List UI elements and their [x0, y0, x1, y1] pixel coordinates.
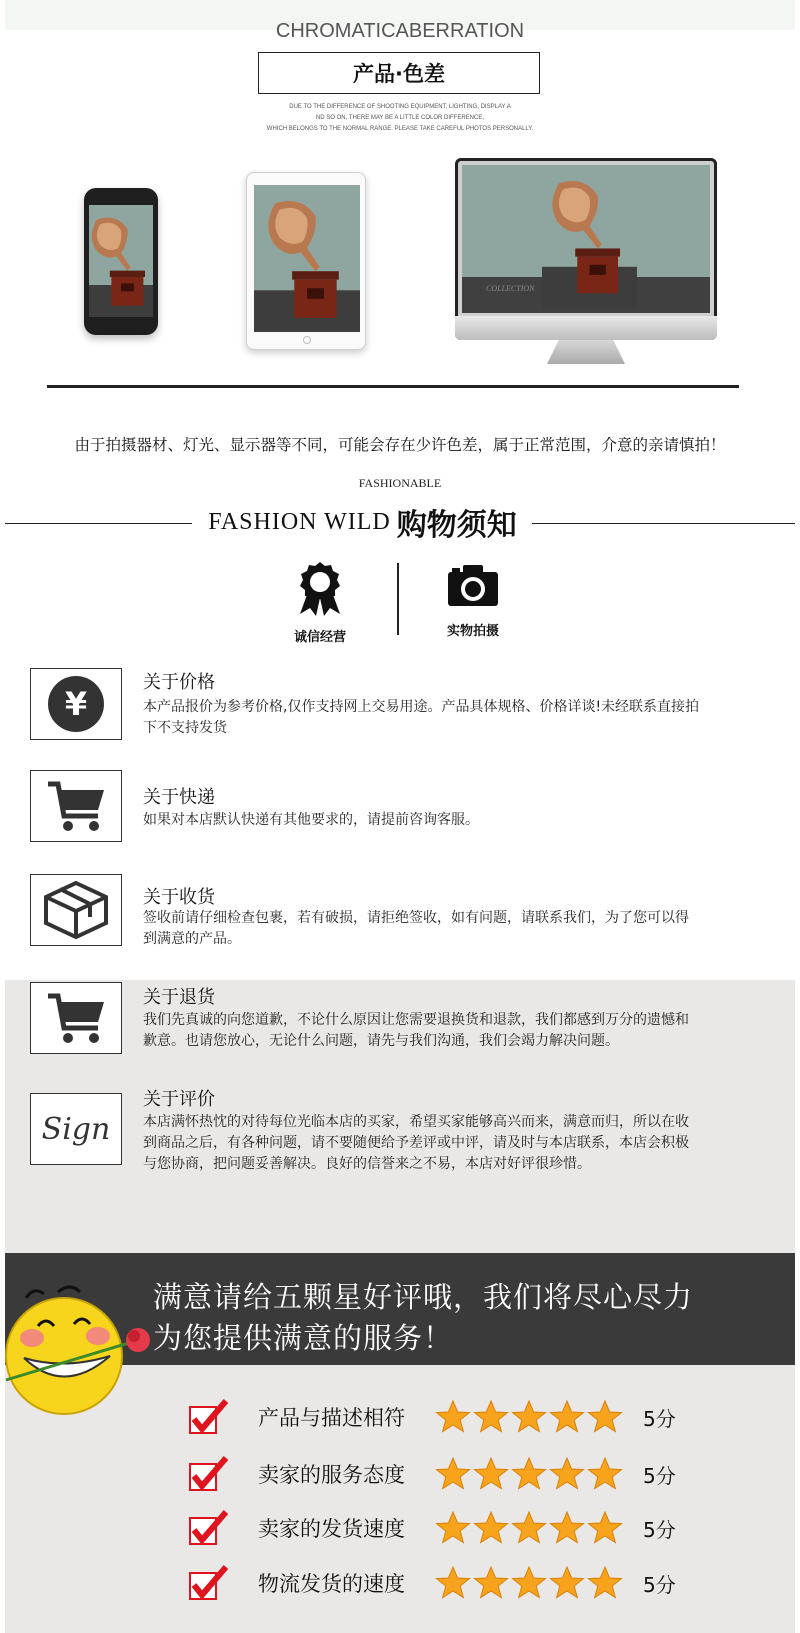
rating-row [188, 1561, 676, 1605]
info-body-line: 我们先真诚的向您道歉，不论什么原因让您需要退换货和退款，我们都感到万分的遗憾和 [143, 1012, 689, 1028]
badge-honest-operation [260, 560, 380, 645]
info-title: 关于快递 [143, 787, 215, 808]
disclaimer-line: WHICH BELONGS TO THE NORMAL RANGE. PLEASE TAKE CAREFUL PHOTOS PERSONALLY. [266, 126, 534, 132]
divider [5, 523, 192, 524]
info-title: 关于退货 [143, 987, 215, 1008]
signature-icon: Sign [41, 1111, 111, 1147]
red-check-icon [188, 1510, 228, 1546]
info-body-line: 签收前请仔细检查包裹，若有破损，请拒绝签收，如有问题，请联系我们，为了您可以得 [143, 910, 689, 926]
section-heading [195, 500, 530, 544]
info-body-line: 本产品报价为参考价格,仅作支持网上交易用途。产品具体规格、价格详谈!未经联系直接拍 [143, 699, 700, 715]
red-check-icon [188, 1565, 228, 1601]
info-title: 关于评价 [143, 1089, 215, 1110]
smartphone-illustration [84, 188, 158, 335]
tablet-illustration [246, 172, 366, 350]
delivery-icon-box [30, 770, 122, 842]
info-body-line: 歉意。也请您放心，无论什么问题，请先与我们沟通，我们会竭力解决问题。 [143, 1033, 619, 1049]
star-icon [587, 1566, 623, 1600]
divider [47, 385, 739, 388]
star-icon [435, 1511, 471, 1545]
info-body [143, 810, 783, 831]
section-heading-english: FASHION WILD [208, 508, 391, 535]
red-check-icon [188, 1399, 228, 1435]
award-ribbon-icon [294, 560, 346, 616]
shopping-cart-icon [44, 988, 108, 1048]
star-icon [587, 1511, 623, 1545]
rating-row [188, 1506, 676, 1550]
section-heading-chinese: 购物须知 [396, 508, 517, 543]
fashionable-label: FASHIONABLE [358, 476, 442, 490]
badge-real-photos [413, 560, 533, 639]
gramophone-image [462, 165, 710, 313]
badge-label: 诚信经营 [293, 630, 346, 645]
star-icon [473, 1511, 509, 1545]
star-rating [435, 1566, 635, 1600]
banner-line: 为您提供满意的服务！ [153, 1321, 454, 1355]
star-icon [473, 1566, 509, 1600]
info-body [143, 1010, 783, 1052]
smiley-rose-icon [2, 1278, 162, 1418]
color-disclaimer [0, 102, 800, 135]
star-icon [549, 1400, 585, 1434]
rating-row [188, 1395, 676, 1439]
info-body-line: 本店满怀热忱的对待每位光临本店的买家，希望买家能够高兴而来，满意而归，所以在收 [143, 1114, 689, 1130]
rating-label: 卖家的服务态度 [258, 1463, 405, 1487]
rating-score: 5分 [643, 1463, 676, 1488]
star-icon [473, 1457, 509, 1491]
banner-line: 满意请给五颗星好评哦，我们将尽心尽力 [153, 1280, 694, 1314]
info-title: 关于价格 [143, 672, 215, 693]
info-body [143, 908, 783, 950]
gramophone-image [254, 185, 360, 332]
gramophone-image [89, 205, 153, 317]
yen-icon [46, 674, 106, 734]
chinese-title-box: 产品·色差 [258, 52, 540, 94]
disclaimer-line: DUE TO THE DIFFERENCE OF SHOOTING EQUIPMENT, LIGHTING, DISPLAY A [289, 104, 511, 110]
monitor-chin [455, 316, 717, 340]
red-check-icon [188, 1456, 228, 1492]
divider [532, 523, 795, 524]
info-body-line: 下不支持发货 [143, 720, 227, 736]
receiving-icon-box [30, 874, 122, 946]
disclaimer-line: ND SO ON, THERE MAY BE A LITTLE COLOR DIFFERENCE, [315, 115, 485, 121]
color-difference-caption: 由于拍摄器材、灯光、显示器等不同，可能会存在少许色差，属于正常范围，介意的亲请慎拍！ [74, 436, 726, 454]
star-icon [549, 1511, 585, 1545]
monitor-illustration [455, 158, 717, 340]
star-rating [435, 1511, 635, 1545]
info-body-line: 与您协商，把问题妥善解决。良好的信誉来之不易，本店对好评很珍惜。 [143, 1156, 591, 1172]
svg-text:¥: ¥ [64, 685, 88, 723]
star-icon [511, 1400, 547, 1434]
info-body-line: 到商品之后，有各种问题，请不要随便给予差评或中评，请及时与本店联系，本店会积极 [143, 1135, 689, 1151]
rating-score: 5分 [643, 1572, 676, 1597]
english-title: CHROMATICABERRATION [275, 20, 525, 42]
rating-score: 5分 [643, 1517, 676, 1542]
info-title: 关于收货 [143, 887, 215, 908]
rating-score: 5分 [643, 1406, 676, 1431]
badge-label: 实物拍摄 [446, 624, 499, 639]
star-icon [435, 1400, 471, 1434]
rating-row [188, 1452, 676, 1496]
reviews-icon-box [30, 1093, 122, 1165]
star-rating [435, 1457, 635, 1491]
info-body [143, 1112, 783, 1175]
star-icon [587, 1457, 623, 1491]
home-button-icon [303, 336, 311, 344]
star-icon [511, 1566, 547, 1600]
star-icon [511, 1457, 547, 1491]
price-icon-box [30, 668, 122, 740]
rating-label: 卖家的发货速度 [258, 1517, 405, 1541]
monitor-stand [547, 340, 625, 364]
returns-icon-box [30, 982, 122, 1054]
divider [397, 563, 399, 635]
info-body-line: 如果对本店默认快递有其他要求的，请提前咨询客服。 [143, 812, 479, 828]
camera-icon [446, 560, 500, 610]
star-icon [435, 1566, 471, 1600]
info-body [143, 697, 783, 739]
shopping-cart-icon [44, 776, 108, 836]
star-icon [473, 1400, 509, 1434]
rating-label: 产品与描述相符 [258, 1406, 405, 1430]
package-box-icon [42, 879, 110, 941]
rating-label: 物流发货的速度 [258, 1572, 405, 1596]
star-icon [549, 1566, 585, 1600]
star-icon [549, 1457, 585, 1491]
star-icon [435, 1457, 471, 1491]
info-body-line: 到满意的产品。 [143, 931, 241, 947]
star-icon [587, 1400, 623, 1434]
star-icon [511, 1511, 547, 1545]
screen-text: COLLECTION [486, 284, 535, 293]
star-rating [435, 1400, 635, 1434]
